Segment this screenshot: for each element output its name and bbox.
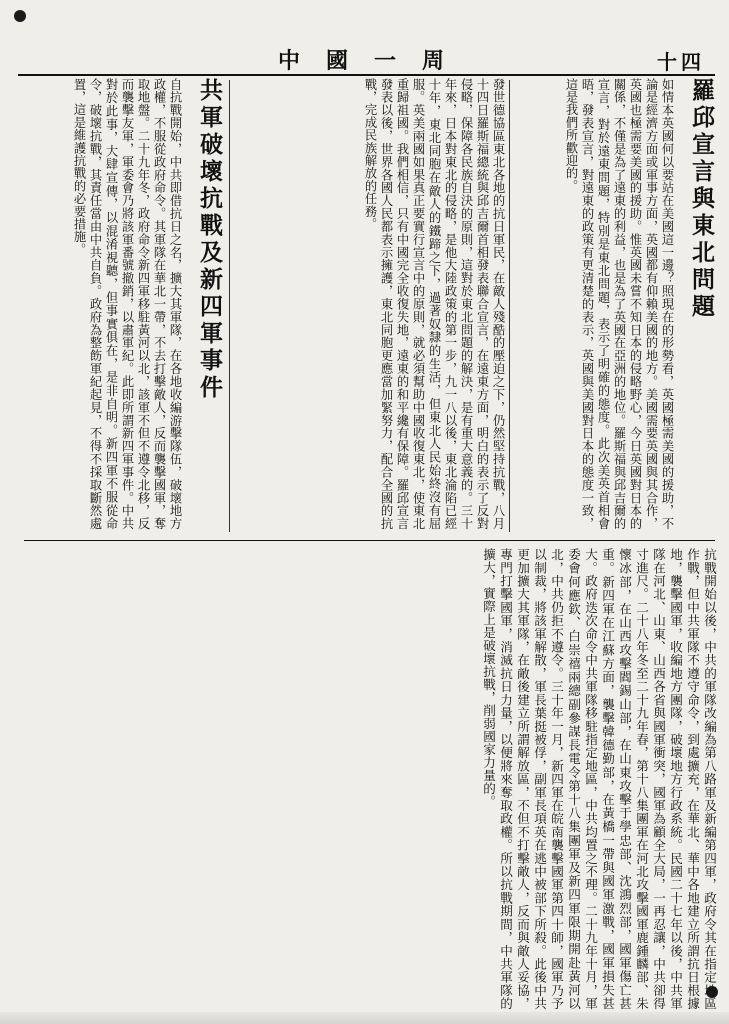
article-wartime-communist-army xyxy=(26,548,718,1010)
column-divider xyxy=(509,80,510,532)
article-body: 發世德協區東北各地的抗日軍民，在敵人殘酷的壓迫之下，仍然堅持抗戰，八月十四日羅斯福總統與邱吉爾首相發表聯合宣言，在遠東方面，明白的表示了反對侵略，保障各民族自決的原則，這對於東北問題的解決，是有重大意義的。三十年來，日本對東北的侵略，是他大陸政策的第一步，九一八以後，東北淪陷已經十年，東北同胞在敵人的鐵蹄之下，過著奴隸的生活，但東北人民始終沒有屈服。英美兩國如果真正要實行宣言中的原則，就必須幫助中國收復東北，使東北重歸祖國。我們相信，只有中國完全收復失地，遠東的和平纔有保障。羅邱宣言發表以後，世界各國人民都表示擁護，東北同胞更應當加緊努力，配合全國的抗戰，完成民族解放的任務。 xyxy=(363,78,505,530)
page-number: 十四 xyxy=(657,50,705,74)
article-body: 自抗戰開始，中共即借抗日之名，擴大其軍隊，在各地收編游擊隊伍，破壞地方政權，不服從政府命令。其軍隊在華北一帶，不去打擊敵人，反而襲擊國軍，奪取地盤。二十九年冬，政府命令新四軍移駐黃河以北，該軍不但不遵令北移，反而襲擊友軍，軍委會乃將該軍番號撤銷，以肅軍紀。此即所謂新四軍事件。中共對於此事，大肆宣傳，以混淆視聽，但事實俱在，是非自明。新四軍不服從命令，破壞抗戰，其責任當由中共自負。政府為整飭軍紀起見，不得不採取斷然處置，這是維護抗戰的必要措施。 xyxy=(72,78,182,530)
article-body: 抗戰開始以後，中共的軍隊改編為第八路軍及新編第四軍，政府令其在指定地區作戰，但中共軍隊不遵守命令，到處擴充，在華北、華中各地建立所謂抗日根據地，襲擊國軍，收編地方團隊，破壞地方行政系統。民國二十七年以後，中共軍隊在河北、山東、山西各省與國軍衝突，國軍為顧全大局，一再忍讓，中共卻得寸進尺。二十八年冬至二十九年春，第十八集團軍在河北攻擊國軍鹿鍾麟部、朱懷冰部，在山西攻擊閻錫山部，在山東攻擊于學忠部、沈鴻烈部，國軍傷亡甚重。新四軍在江蘇方面，襲擊韓德勤部，在黃橋一帶與國軍激戰，國軍損失甚大。政府迭次命令中共軍隊移駐指定地區，中共均置之不理。二十九年十月，軍委會何應欽、白崇禧兩總副參謀長電令第十八集團軍及新四軍限期開赴黃河以北，中共仍拒不遵令。三十年一月，新四軍在皖南襲擊國軍第四十師，國軍乃予以制裁，將該軍解散，軍長葉挺被俘，副軍長項英在逃中被部下所殺。此後中共更加擴大其軍隊，在敵後建立所謂解放區，不但不打擊敵人，反而與敵人妥協，專門打擊國軍，消滅抗日力量，以便將來奪取政權。所以抗戰期間，中共軍隊的擴大，實際上是破壞抗戰，削弱國家力量的。 xyxy=(481,548,717,1010)
publication-title: 中國一周 xyxy=(278,48,471,74)
article-title: 共軍破壞抗戰及新四軍事件 xyxy=(196,78,223,402)
column-divider xyxy=(229,80,230,532)
article-title: 羅邱宣言與東北問題 xyxy=(688,78,715,321)
binding-hole-top xyxy=(14,10,26,22)
article-body: 如情本英國何以要站在美國這一邊？照現在的形勢看，英國極需美國的援助，不論是經濟方面或軍事方面，英國都有仰賴美國的地方。美國需要英國與其合作，英國也極需要美國的援助。惟英國未嘗不知日本的侵略野心，今日英國對日本的關係，不僅是為了遠東的利益，也是為了英國在亞洲的地位。羅斯福與邱吉爾的宣言，對於遠東問題，特別是東北問題，表示了明確的態度。此次美英首相會晤，發表宣言，對遠東的政策有更清楚的表示，英國與美國對日本的態度一致，這是我們所歡迎的。 xyxy=(564,78,674,530)
section-divider xyxy=(24,540,715,541)
article-xie-continued xyxy=(232,78,506,530)
page-edge xyxy=(0,1012,729,1024)
article-new-fourth-army xyxy=(26,78,226,530)
page-header xyxy=(18,42,715,76)
article-luo-qiu-declaration xyxy=(512,78,718,530)
